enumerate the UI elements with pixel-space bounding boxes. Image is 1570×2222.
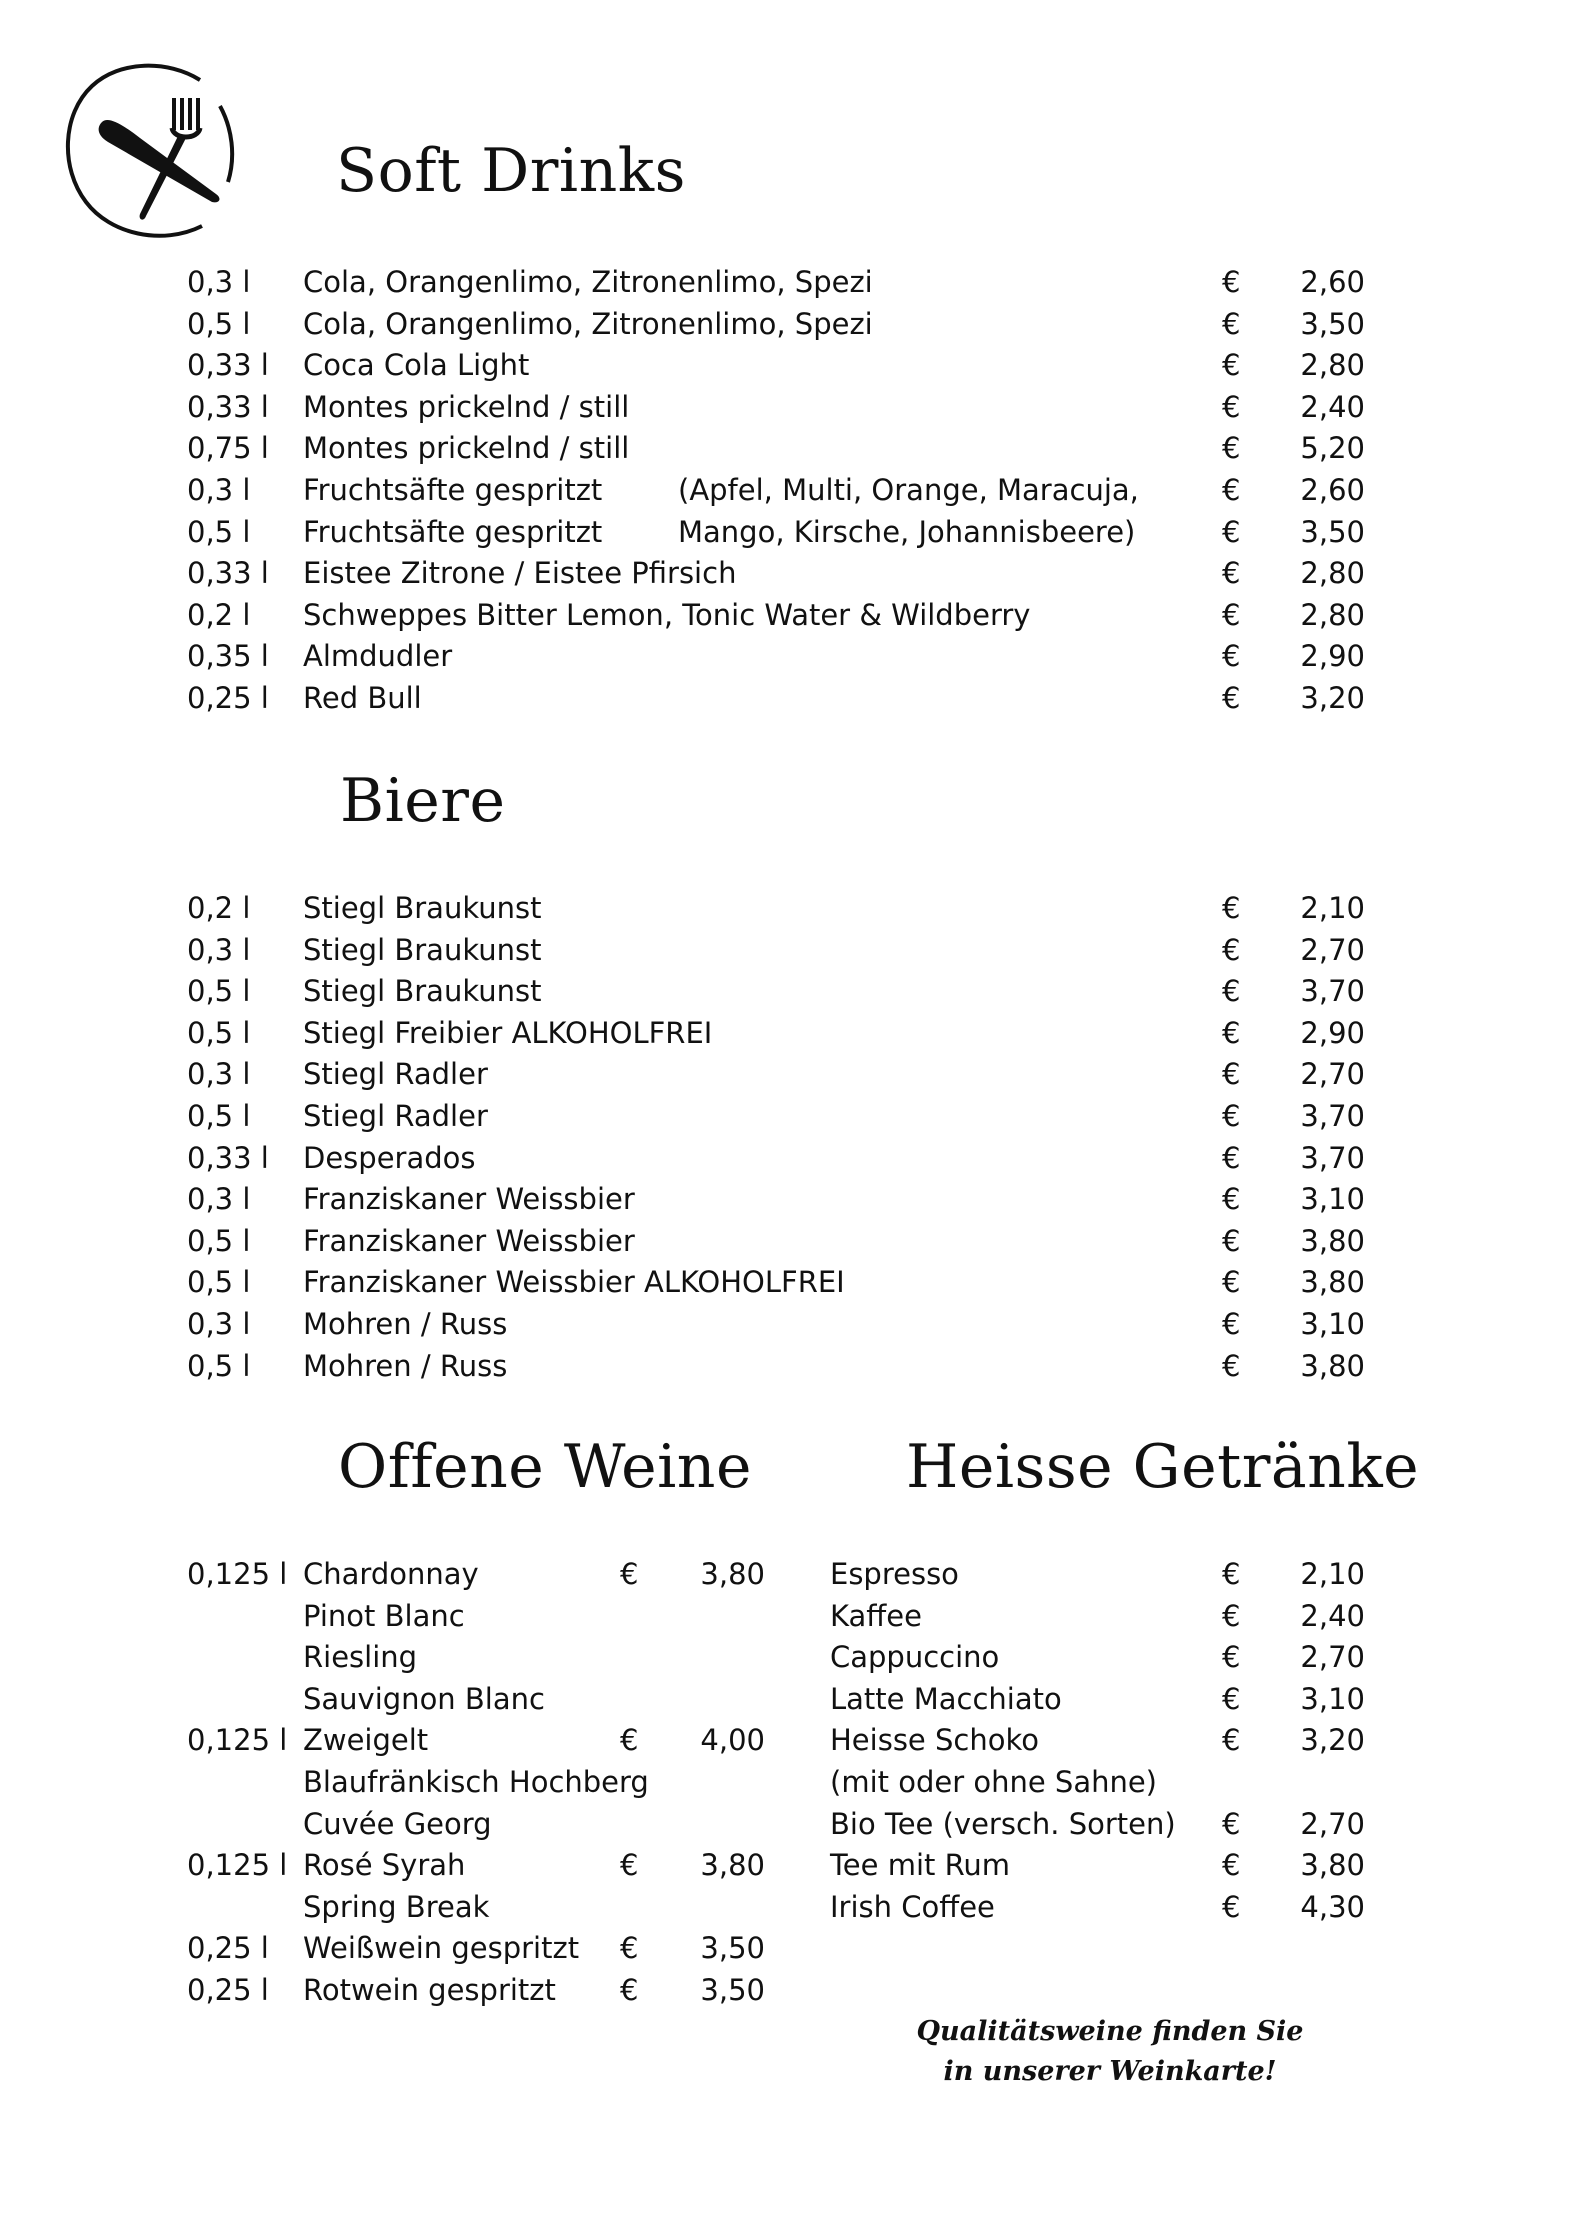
menu-item [0,1720,1570,1760]
currency-symbol: € [1222,639,1241,674]
currency-symbol: € [1222,932,1241,967]
currency-symbol: € [620,1848,639,1883]
currency-symbol: € [1222,556,1241,591]
item-name: Stiegl Radler [303,1057,488,1092]
currency-symbol: € [1222,1099,1241,1133]
item-price: 2,70 [1300,932,1365,967]
weinkarte-note [880,2012,1340,2092]
item-name: Montes prickelnd / still [303,431,630,466]
menu-item [0,345,1570,385]
item-price: 2,10 [1300,891,1365,925]
item-name: Espresso [830,1557,959,1591]
item-name: Kaffee [830,1598,922,1633]
currency-symbol: € [1222,348,1241,383]
item-name: Spring Break [303,1889,490,1924]
menu-item [0,1804,1570,1844]
item-name: Tee mit Rum [830,1848,1011,1883]
item-name: Eistee Zitrone / Eistee Pfirsich [303,556,737,591]
item-name: Fruchtsäfte gespritzt [303,473,603,507]
item-volume: 0,125 l [187,1557,288,1591]
menu-item [0,1304,1570,1344]
item-name: Schweppes Bitter Lemon, Tonic Water & Wildberry [303,597,1031,632]
item-volume: 0,3 l [187,473,251,507]
item-price: 2,40 [1300,389,1365,424]
weinkarte-note-line1: Qualitätsweine finden Sie [916,2016,1304,2047]
item-price: 3,80 [1300,1265,1365,1300]
item-volume: 0,5 l [187,306,251,341]
menu-item [0,971,1570,1011]
item-name: Sauvignon Blanc [303,1681,545,1716]
item-name: Stiegl Braukunst [303,891,542,925]
item-name: Stiegl Braukunst [303,974,542,1009]
item-price: 4,30 [1300,1889,1365,1924]
menu-item [0,595,1570,635]
item-volume: 0,5 l [187,1348,251,1383]
menu-item [0,512,1570,552]
currency-symbol: € [1222,1598,1241,1633]
currency-symbol: € [620,1973,639,2007]
item-volume: 0,33 l [187,556,269,591]
menu-item [0,1887,1570,1927]
menu-item [0,1262,1570,1302]
item-volume: 0,3 l [187,1057,251,1092]
currency-symbol: € [1222,1307,1241,1341]
item-name: Rosé Syrah [303,1848,466,1883]
item-volume: 0,5 l [187,1265,251,1300]
menu-item [0,1679,1570,1719]
item-name: Franziskaner Weissbier ALKOHOLFREI [303,1265,845,1300]
weinkarte-note-line2: in unserer Weinkarte! [943,2056,1277,2087]
menu-item [0,930,1570,970]
menu-item [0,1138,1570,1178]
item-price: 3,80 [700,1557,765,1591]
item-volume: 0,25 l [187,681,269,715]
item-name: Rotwein gespritzt [303,1973,556,2007]
item-price: 3,20 [1300,681,1365,715]
currency-symbol: € [1222,1057,1241,1092]
item-name: Heisse Schoko [830,1723,1039,1758]
item-volume: 0,3 l [187,265,251,299]
item-name: Irish Coffee [830,1889,995,1924]
item-price: 3,10 [1300,1307,1365,1341]
currency-symbol: € [1222,265,1241,299]
menu-item [0,1096,1570,1136]
menu-item [0,1221,1570,1261]
currency-symbol: € [1222,974,1241,1009]
biere-heading: Biere [340,766,506,836]
item-volume: 0,25 l [187,1973,269,2007]
item-note: Mango, Kirsche, Johannisbeere) [678,514,1136,549]
item-volume: 0,33 l [187,348,269,383]
item-volume: 0,3 l [187,932,251,967]
item-price: 2,40 [1300,1598,1365,1633]
currency-symbol: € [1222,1265,1241,1300]
item-price: 2,80 [1300,348,1365,383]
menu-item [0,1762,1570,1802]
item-name: Cuvée Georg [303,1806,492,1841]
item-price: 2,60 [1300,473,1365,507]
item-name: Montes prickelnd / still [303,389,630,424]
soft-drinks-heading: Soft Drinks [336,136,686,206]
menu-item [0,1013,1570,1053]
menu-item [0,1637,1570,1677]
item-name: Zweigelt [303,1723,429,1758]
item-volume: 0,5 l [187,1099,251,1133]
item-name: Blaufränkisch Hochberg [303,1765,649,1799]
item-price: 3,10 [1300,1182,1365,1217]
item-volume: 0,25 l [187,1931,269,1966]
currency-symbol: € [1222,431,1241,466]
item-name: Mohren / Russ [303,1307,508,1341]
menu-item [0,888,1570,928]
currency-symbol: € [1222,514,1241,549]
item-price: 3,70 [1300,1140,1365,1175]
item-name: Chardonnay [303,1557,479,1591]
menu-item [0,1346,1570,1386]
item-price: 2,90 [1300,1015,1365,1050]
currency-symbol: € [620,1557,639,1591]
currency-symbol: € [1222,1348,1241,1383]
item-name: Almdudler [303,639,453,674]
item-price: 3,80 [1300,1848,1365,1883]
currency-symbol: € [1222,681,1241,715]
item-name: Stiegl Braukunst [303,932,542,967]
currency-symbol: € [1222,1557,1241,1591]
item-name: Bio Tee (versch. Sorten) [830,1806,1176,1841]
item-volume: 0,3 l [187,1182,251,1217]
currency-symbol: € [1222,1806,1241,1841]
currency-symbol: € [1222,891,1241,925]
item-price: 2,10 [1300,1557,1365,1591]
item-volume: 0,5 l [187,974,251,1009]
item-price: 3,50 [1300,514,1365,549]
item-name: Pinot Blanc [303,1598,465,1633]
currency-symbol: € [1222,1889,1241,1924]
item-name: Red Bull [303,681,422,715]
menu-item [0,678,1570,718]
item-volume: 0,75 l [187,431,269,466]
item-price: 3,80 [700,1848,765,1883]
currency-symbol: € [1222,1223,1241,1258]
item-name: Latte Macchiato [830,1681,1062,1716]
item-volume: 0,2 l [187,597,251,632]
item-volume: 0,35 l [187,639,269,674]
currency-symbol: € [1222,1723,1241,1758]
menu-item [0,304,1570,344]
item-price: 3,70 [1300,974,1365,1009]
heisse-getraenke-heading: Heisse Getränke [906,1432,1420,1502]
item-price: 3,70 [1300,1099,1365,1133]
item-price: 2,70 [1300,1640,1365,1675]
currency-symbol: € [1222,1848,1241,1883]
fork-and-knife-icon [50,46,260,256]
currency-symbol: € [1222,1182,1241,1217]
item-price: 3,80 [1300,1348,1365,1383]
menu-item [0,1596,1570,1636]
item-volume: 0,33 l [187,389,269,424]
item-volume: 0,33 l [187,1140,269,1175]
item-volume: 0,5 l [187,1223,251,1258]
menu-item [0,1554,1570,1594]
item-name: Cappuccino [830,1640,1000,1675]
item-price: 2,60 [1300,265,1365,299]
item-volume: 0,2 l [187,891,251,925]
item-price: 5,20 [1300,431,1365,466]
item-name: Cola, Orangenlimo, Zitronenlimo, Spezi [303,265,873,299]
item-name: Stiegl Radler [303,1099,488,1133]
currency-symbol: € [620,1931,639,1966]
currency-symbol: € [1222,1681,1241,1716]
item-name: Stiegl Freibier ALKOHOLFREI [303,1015,713,1050]
menu-item [0,1970,1570,2010]
menu-item [0,1054,1570,1094]
item-price: 2,90 [1300,639,1365,674]
currency-symbol: € [1222,389,1241,424]
currency-symbol: € [1222,597,1241,632]
item-volume: 0,5 l [187,514,251,549]
item-price: 3,50 [1300,306,1365,341]
item-name: (mit oder ohne Sahne) [830,1765,1158,1799]
item-price: 2,70 [1300,1057,1365,1092]
menu-item [0,1928,1570,1968]
menu-item [0,387,1570,427]
item-price: 3,20 [1300,1723,1365,1758]
item-volume: 0,125 l [187,1723,288,1758]
item-price: 3,50 [700,1931,765,1966]
item-price: 4,00 [700,1723,765,1758]
item-name: Desperados [303,1140,476,1175]
item-volume: 0,5 l [187,1015,251,1050]
menu-item [0,636,1570,676]
currency-symbol: € [1222,1015,1241,1050]
item-price: 2,70 [1300,1806,1365,1841]
menu-item [0,1845,1570,1885]
item-price: 3,50 [700,1973,765,2007]
item-name: Weißwein gespritzt [303,1931,580,1966]
item-volume: 0,3 l [187,1307,251,1341]
item-name: Mohren / Russ [303,1348,508,1383]
item-price: 2,80 [1300,556,1365,591]
item-price: 2,80 [1300,597,1365,632]
menu-item [0,262,1570,302]
item-volume: 0,125 l [187,1848,288,1883]
menu-item [0,553,1570,593]
item-name: Riesling [303,1640,418,1675]
offene-weine-heading: Offene Weine [338,1432,752,1502]
menu-item [0,428,1570,468]
item-name: Franziskaner Weissbier [303,1182,635,1217]
item-name: Fruchtsäfte gespritzt [303,514,603,549]
item-price: 3,80 [1300,1223,1365,1258]
menu-item [0,1179,1570,1219]
item-note: (Apfel, Multi, Orange, Maracuja, [678,473,1139,507]
currency-symbol: € [1222,1640,1241,1675]
currency-symbol: € [1222,473,1241,507]
currency-symbol: € [1222,1140,1241,1175]
currency-symbol: € [620,1723,639,1758]
item-name: Cola, Orangenlimo, Zitronenlimo, Spezi [303,306,873,341]
currency-symbol: € [1222,306,1241,341]
item-price: 3,10 [1300,1681,1365,1716]
item-name: Coca Cola Light [303,348,530,383]
item-name: Franziskaner Weissbier [303,1223,635,1258]
menu-item [0,470,1570,510]
